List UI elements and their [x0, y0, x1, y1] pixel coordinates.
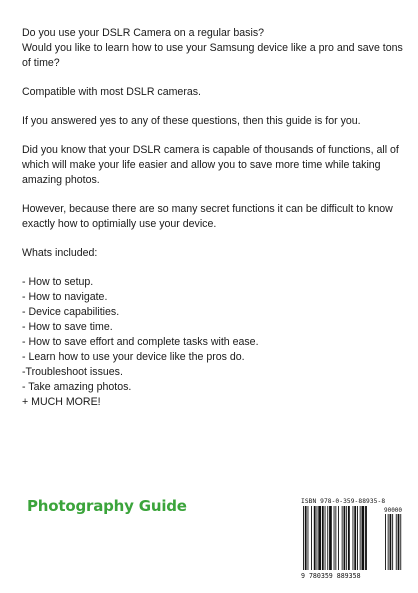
- isbn-label: ISBN 978-0-359-88935-8: [301, 498, 386, 505]
- list-item: - Device capabilities.: [22, 306, 120, 318]
- description-block: [22, 26, 406, 410]
- intro-question-2: Would you like to learn how to use your Samsung device like a pro and save tons of time?: [22, 42, 403, 69]
- list-item: - How to save effort and complete tasks with ease.: [22, 336, 259, 348]
- price-code: 90000: [383, 507, 403, 514]
- did-you-know-paragraph: Did you know that your DSLR camera is capable of thousands of functions, all of which will make your life easier and allow you to save more time while taking amazing photos.: [22, 144, 399, 186]
- list-item: - How to setup.: [22, 276, 94, 288]
- isbn-barcode: [301, 498, 409, 584]
- included-list: [22, 275, 406, 410]
- guide-title: Photography Guide: [27, 497, 187, 515]
- list-item: -Troubleshoot issues.: [22, 366, 123, 378]
- intro-question-1: Do you use your DSLR Camera on a regular basis?: [22, 27, 265, 39]
- list-item: + MUCH MORE!: [22, 396, 101, 408]
- list-item: - Learn how to use your device like the pros do.: [22, 351, 245, 363]
- answer-text: If you answered yes to any of these questions, then this guide is for you.: [22, 115, 361, 127]
- however-paragraph: However, because there are so many secret functions it can be difficult to know exactly how to optimially use your device.: [22, 203, 393, 230]
- barcode-icon: [301, 506, 409, 572]
- list-item: - Take amazing photos.: [22, 381, 132, 393]
- list-item: - How to navigate.: [22, 291, 108, 303]
- list-item: - How to save time.: [22, 321, 113, 333]
- compatibility-note: Compatible with most DSLR cameras.: [22, 86, 201, 98]
- barcode-number: 9 780359 889358: [301, 572, 361, 580]
- whats-included-heading: Whats included:: [22, 247, 98, 259]
